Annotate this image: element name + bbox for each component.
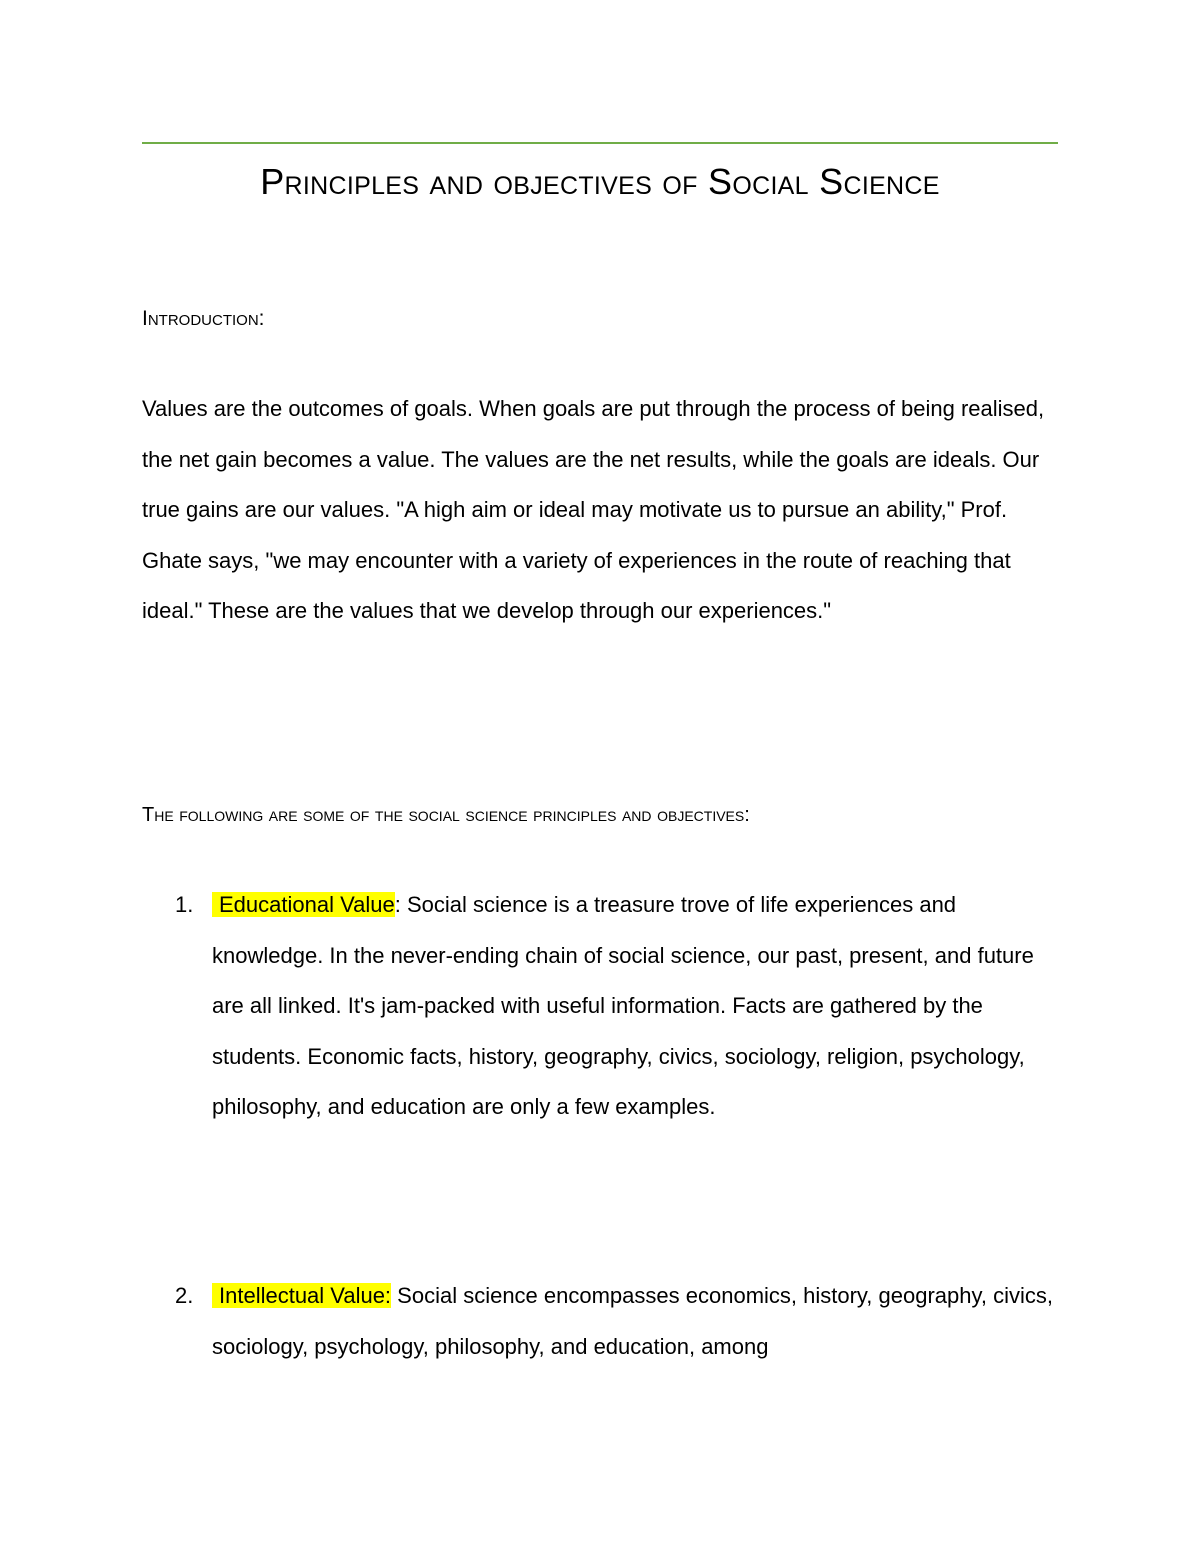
- principles-heading: The following are some of the social science principles and objectives:: [142, 804, 750, 826]
- label-suffix: :: [394, 892, 401, 917]
- highlighted-label: Intellectual Value:: [212, 1283, 391, 1308]
- title-rule: [142, 142, 1058, 144]
- highlighted-label: Educational Value: [212, 892, 395, 917]
- list-item: [142, 1271, 1058, 1372]
- list-item-text: [212, 880, 1058, 1133]
- introduction-paragraph: Values are the outcomes of goals. When goals are put through the process of being realised, the net gain becomes a value. The values are the net results, while the goals are ideals. Our true gains are our values. "A high aim or ideal may motivate us to pursue an ability," Prof. Ghate says, "we may encounter with a variety of experiences in the route of reaching that ideal." These are the values that we develop through our experiences.": [142, 396, 1045, 623]
- list-item: [142, 880, 1058, 1133]
- document-title: Principles and objectives of Social Science: [260, 161, 940, 202]
- list-item-body: Social science encompasses economics, history, geography, civics, sociology, psychology, philosophy, and education, among: [212, 1283, 1053, 1359]
- list-item-number: 1.: [175, 892, 194, 917]
- list-item-number: 2.: [175, 1283, 194, 1308]
- introduction-heading: Introduction:: [142, 307, 265, 330]
- list-item-text: [212, 1271, 1058, 1372]
- list-item-body: Social science is a treasure trove of life experiences and knowledge. In the never-ending chain of social science, our past, present, and future are all linked. It's jam-packed with useful information. Facts are gathered by the students. Economic facts, history, geography, civics, sociology, religion, psychology, philosophy, and education are only a few examples.: [212, 892, 1034, 1119]
